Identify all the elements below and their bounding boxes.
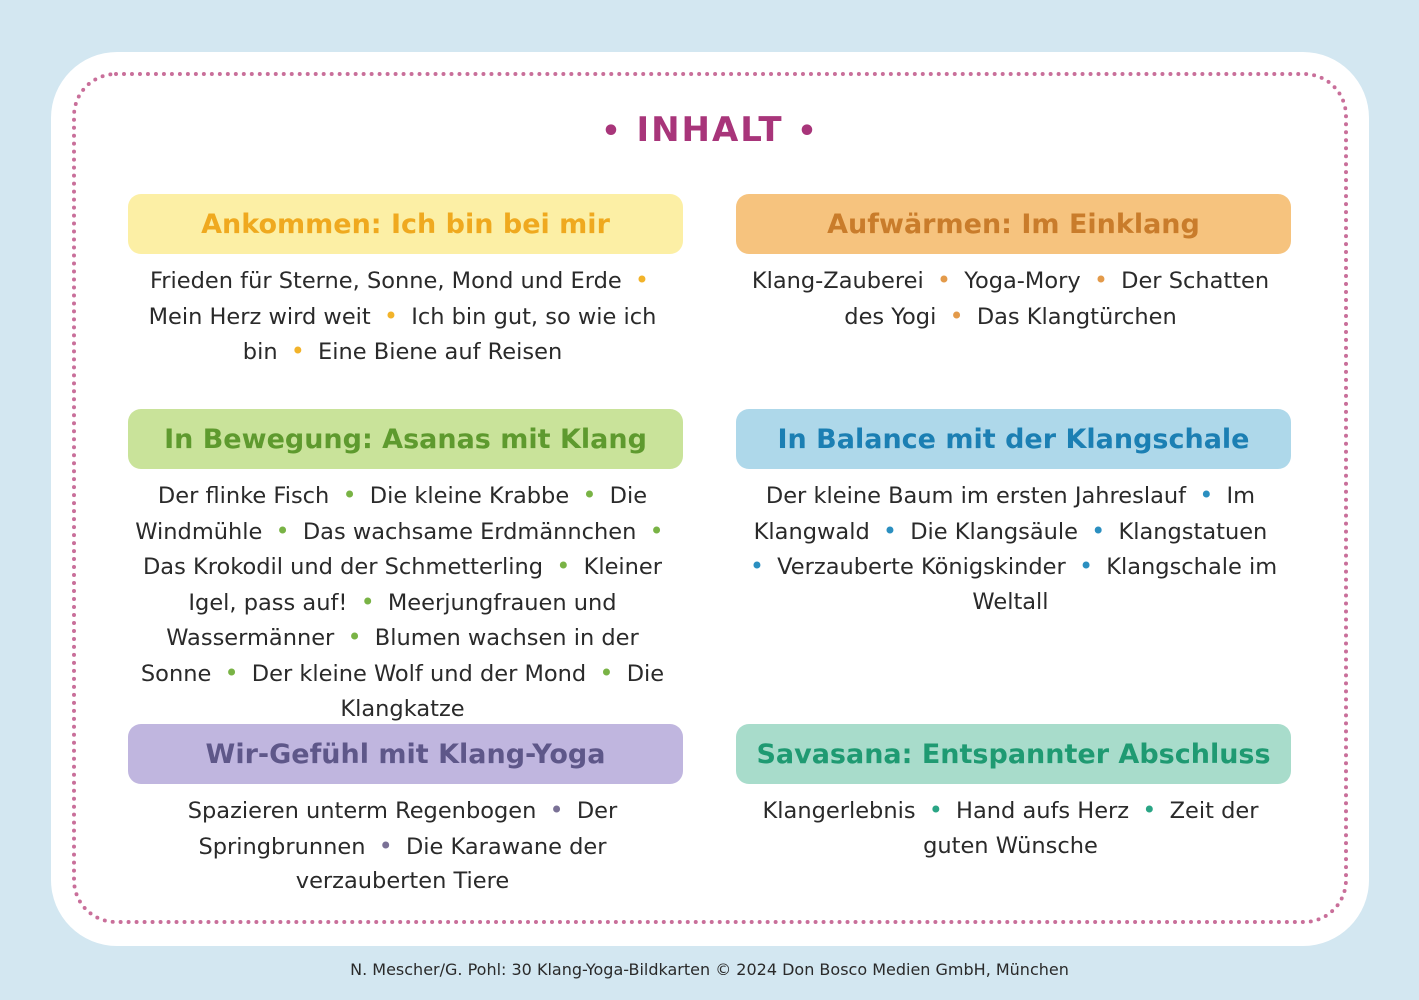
bullet-separator: • xyxy=(360,587,375,616)
content-item: Der kleine Wolf und der Mond xyxy=(251,660,587,687)
section-bewegung xyxy=(128,409,683,726)
bullet-separator: • xyxy=(290,337,305,366)
content-item: Der Springbrunnen xyxy=(198,798,618,860)
content-item: Klangstatuen xyxy=(1118,518,1268,545)
content-item: Im Klangwald xyxy=(753,483,1256,545)
content-item: Die kleine Krabbe xyxy=(369,483,570,509)
section-heading: Ankommen: Ich bin bei mir xyxy=(128,194,683,254)
content-item: Der Schatten des Yogi xyxy=(844,268,1270,330)
section-items xyxy=(128,793,677,899)
section-heading: In Balance mit der Klangschale xyxy=(736,409,1291,469)
content-item: Spazieren unterm Regenbogen xyxy=(187,798,537,824)
content-item: Die Windmühle xyxy=(135,483,648,545)
content-item: Zeit der guten Wünsche xyxy=(923,798,1259,859)
section-balance xyxy=(736,409,1291,619)
bullet-separator: • xyxy=(634,266,650,294)
bullet-separator: • xyxy=(383,301,399,330)
content-item: Frieden für Sterne, Sonne, Mond und Erde xyxy=(149,268,622,294)
content-item: Die Klangsäule xyxy=(910,518,1078,545)
bullet-separator: • xyxy=(1142,796,1157,824)
content-item: Eine Biene auf Reisen xyxy=(318,339,563,366)
section-items xyxy=(128,263,677,370)
content-item: Das Klangtürchen xyxy=(976,303,1177,330)
bullet-separator: • xyxy=(1078,552,1094,581)
content-item: Blumen wachsen in der Sonne xyxy=(140,625,639,687)
content-item: Das Krokodil und der Schmetterling xyxy=(142,554,544,581)
section-wirgefuehl xyxy=(128,724,683,899)
bullet-separator: • xyxy=(556,552,571,581)
section-heading: Wir-Gefühl mit Klang-Yoga xyxy=(128,724,683,784)
content-item: Verzauberte Königskinder xyxy=(777,554,1066,581)
content-item: Klang-Zauberei xyxy=(751,268,924,294)
section-items xyxy=(736,478,1285,619)
bullet-separator: • xyxy=(936,266,952,294)
bullet-separator: • xyxy=(378,831,393,860)
bullet-separator: • xyxy=(949,301,964,330)
bullet-separator: • xyxy=(582,481,597,509)
section-items xyxy=(128,478,677,726)
bullet-separator: • xyxy=(275,516,290,545)
content-card xyxy=(51,52,1369,946)
content-item: Kleiner Igel, pass auf! xyxy=(188,554,663,616)
bullet-separator: • xyxy=(347,623,362,652)
page-title xyxy=(51,110,1369,150)
bullet-separator: • xyxy=(649,516,664,545)
content-item: Der kleine Baum im ersten Jahreslauf xyxy=(765,483,1187,509)
title-text: INHALT xyxy=(636,110,784,150)
section-ankommen xyxy=(128,194,683,370)
section-heading: In Bewegung: Asanas mit Klang xyxy=(128,409,683,469)
content-item: Klangschale im Weltall xyxy=(972,554,1278,615)
content-item: Yoga-Mory xyxy=(964,268,1081,294)
content-item: Mein Herz wird weit xyxy=(148,303,371,330)
bullet-separator: • xyxy=(1093,266,1108,294)
content-item: Hand aufs Herz xyxy=(956,798,1130,824)
bullet-separator: • xyxy=(749,552,764,581)
section-aufwaermen xyxy=(736,194,1291,334)
section-items xyxy=(736,263,1285,334)
bullet-separator: • xyxy=(342,481,357,509)
content-item: Der flinke Fisch xyxy=(157,483,330,509)
bullet-separator: • xyxy=(549,796,564,824)
title-dot-right: • xyxy=(797,114,819,149)
bullet-separator: • xyxy=(882,516,898,545)
section-savasana xyxy=(736,724,1291,863)
content-item: Ich bin gut, so wie ich bin xyxy=(242,303,657,366)
bullet-separator: • xyxy=(928,796,943,824)
content-item: Das wachsame Erdmännchen xyxy=(302,518,637,545)
bullet-separator: • xyxy=(599,658,614,687)
title-dot-left: • xyxy=(601,114,623,149)
section-heading: Savasana: Entspannter Abschluss xyxy=(736,724,1291,784)
bullet-separator: • xyxy=(1091,516,1106,545)
section-items xyxy=(736,793,1285,863)
copyright-footer: N. Mescher/G. Pohl: 30 Klang-Yoga-Bildkarten © 2024 Don Bosco Medien GmbH, München xyxy=(350,960,1069,979)
content-item: Die Karawane der verzauberten Tiere xyxy=(295,833,607,895)
section-heading: Aufwärmen: Im Einklang xyxy=(736,194,1291,254)
content-item: Die Klangkatze xyxy=(340,660,665,722)
content-item: Klangerlebnis xyxy=(762,798,916,824)
bullet-separator: • xyxy=(224,658,239,687)
content-item: Meerjungfrauen und Wassermänner xyxy=(166,589,617,652)
bullet-separator: • xyxy=(1199,481,1214,509)
